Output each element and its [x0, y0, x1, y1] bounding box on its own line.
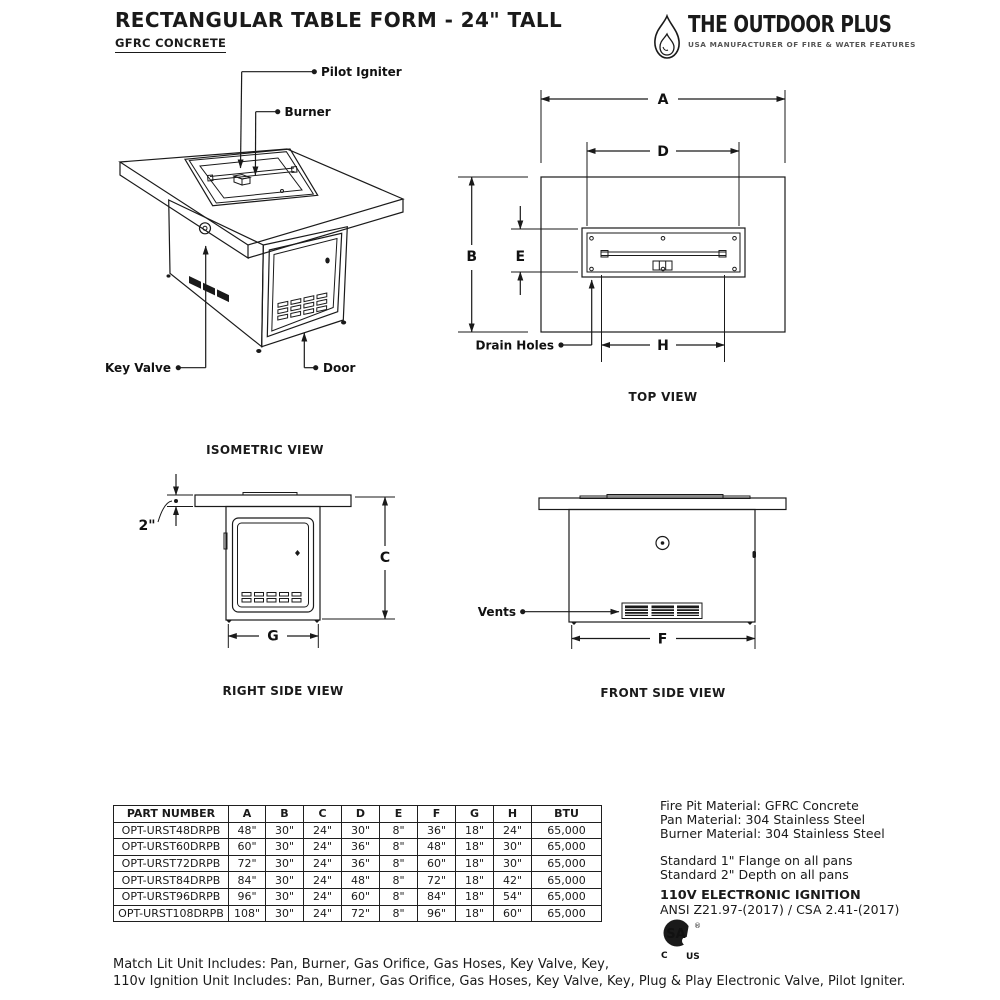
brand-logo — [650, 14, 942, 62]
front-side-view-caption: FRONT SIDE VIEW — [600, 686, 726, 700]
table-cell: 30" — [266, 905, 304, 922]
spec-line: Fire Pit Material: GFRC Concrete — [660, 798, 859, 813]
front-side-view-drawing — [460, 460, 870, 660]
logo-text — [688, 14, 942, 49]
table-cell: 60" — [418, 855, 456, 872]
top-view-drawing — [450, 80, 880, 380]
right-side-view-drawing — [120, 460, 410, 660]
key-valve-label: Key Valve — [104, 361, 171, 375]
drain-holes-callout — [476, 280, 592, 353]
table-outline — [541, 177, 785, 332]
column-header: F — [418, 806, 456, 823]
table-cell: 30" — [266, 839, 304, 856]
table-cell: 8" — [380, 855, 418, 872]
csa-certification-icon — [658, 916, 710, 962]
table-cell: 65,000 — [532, 822, 602, 839]
table-cell: 48" — [342, 872, 380, 889]
igniter-box — [653, 261, 672, 270]
table-cell: 18" — [456, 872, 494, 889]
table-cell: 8" — [380, 905, 418, 922]
table-cell: 30" — [266, 888, 304, 905]
title-block — [115, 8, 562, 53]
table-cell: 8" — [380, 888, 418, 905]
dim-c-label: C — [379, 550, 391, 566]
logo-tagline: USA MANUFACTURER OF FIRE & WATER FEATURES — [688, 40, 916, 49]
dim-h-label: H — [657, 338, 669, 354]
table-cell: 18" — [456, 855, 494, 872]
side-vent-slots — [189, 276, 229, 302]
column-header: PART NUMBER — [114, 806, 229, 823]
spec-line: Pan Material: 304 Stainless Steel — [660, 812, 866, 827]
dim-f-label: F — [657, 631, 668, 648]
column-header: BTU — [532, 806, 602, 823]
ignition-includes-line: 110v Ignition Unit Includes: Pan, Burner, Gas Orifice, Gas Hoses, Key Valve, Key, Plug & Play Electronic Valve, Pilot Igniter. — [113, 973, 906, 989]
foot — [747, 622, 753, 625]
footer-notes — [113, 957, 905, 990]
isometric-view-drawing — [100, 60, 450, 390]
column-header: G — [456, 806, 494, 823]
table-cell: 60" — [494, 905, 532, 922]
table-cell: 72" — [229, 855, 266, 872]
spec-line: Standard 1" Flange on all pans — [660, 853, 853, 868]
table-cell: 8" — [380, 872, 418, 889]
vents-label: Vents — [477, 605, 516, 619]
table-row — [114, 872, 602, 889]
table-cell: 18" — [456, 839, 494, 856]
table-cell: 30" — [494, 839, 532, 856]
table-row — [114, 855, 602, 872]
spec-table — [113, 805, 602, 922]
callouts — [105, 65, 402, 375]
tabletop-outline — [120, 149, 403, 258]
table-cell: 18" — [456, 822, 494, 839]
table-cell: 24" — [304, 888, 342, 905]
table-cell: 18" — [456, 888, 494, 905]
spec-line: Standard 2" Depth on all pans — [660, 867, 849, 882]
table-cell: 60" — [229, 839, 266, 856]
pan-opening — [185, 149, 318, 206]
dimension-thickness — [138, 474, 193, 534]
burner-label: Burner — [284, 105, 331, 119]
table-cell: 60" — [342, 888, 380, 905]
vent-slots — [242, 593, 301, 603]
standards-list — [660, 854, 899, 882]
column-header: A — [229, 806, 266, 823]
dimension-c — [322, 497, 395, 619]
table-cell: 24" — [304, 905, 342, 922]
door-label: Door — [323, 361, 356, 375]
table-cell: 24" — [494, 822, 532, 839]
table-cell: 72" — [418, 872, 456, 889]
table-cell: 24" — [304, 822, 342, 839]
materials-list — [660, 799, 899, 841]
svg-text:SA: SA — [666, 927, 686, 942]
table-cell: 84" — [229, 872, 266, 889]
dim-a-label: A — [657, 92, 669, 108]
table-cell: 30" — [266, 855, 304, 872]
certification-line: ANSI Z21.97-(2017) / CSA 2.41-(2017) — [660, 902, 900, 917]
table-cell: 24" — [304, 855, 342, 872]
igniter-box — [234, 175, 250, 186]
ignition-heading: 110V ELECTRONIC IGNITION — [660, 888, 861, 903]
table-cell: 96" — [418, 905, 456, 922]
feet — [167, 274, 347, 353]
dim-thickness-label: 2" — [138, 518, 156, 534]
table-cell: 96" — [229, 888, 266, 905]
table-cell: 48" — [418, 839, 456, 856]
table-cell: OPT-URST60DRPB — [114, 839, 229, 856]
specs-block — [660, 799, 899, 917]
table-cell: OPT-URST72DRPB — [114, 855, 229, 872]
door-handle — [325, 258, 329, 264]
dim-d-label: D — [657, 144, 669, 160]
spec-line: Burner Material: 304 Stainless Steel — [660, 826, 885, 841]
table-cell: 72" — [342, 905, 380, 922]
dimension-h — [602, 275, 725, 362]
svg-text:US: US — [686, 952, 700, 962]
table-cell: 24" — [304, 839, 342, 856]
table-cell: 65,000 — [532, 905, 602, 922]
keyhole — [295, 550, 300, 556]
foot — [226, 620, 232, 623]
door-handle — [753, 551, 757, 558]
table-cell: 65,000 — [532, 839, 602, 856]
table-cell: 8" — [380, 839, 418, 856]
table-row — [114, 839, 602, 856]
top-view-caption: TOP VIEW — [628, 390, 698, 404]
table-cell: 65,000 — [532, 872, 602, 889]
table-cell: 36" — [342, 839, 380, 856]
vent-grille — [622, 603, 702, 619]
table-row — [114, 822, 602, 839]
dimension-g — [228, 624, 318, 648]
table-cell: OPT-URST108DRPB — [114, 905, 229, 922]
isometric-view-caption: ISOMETRIC VIEW — [206, 443, 324, 457]
door-vent-slots — [278, 293, 327, 320]
table-outline — [539, 495, 786, 626]
table-cell: OPT-URST48DRPB — [114, 822, 229, 839]
table-cell: 42" — [494, 872, 532, 889]
svg-text:®: ® — [694, 922, 701, 930]
table-cell: 36" — [418, 822, 456, 839]
dimension-f — [572, 625, 755, 649]
svg-text:C: C — [661, 951, 668, 961]
column-header: C — [304, 806, 342, 823]
flame-icon — [650, 14, 684, 62]
table-row — [114, 905, 602, 922]
drain-holes-label: Drain Holes — [475, 338, 554, 353]
pan-outline — [582, 228, 745, 277]
table-cell: 30" — [266, 872, 304, 889]
column-header: D — [342, 806, 380, 823]
table-cell: OPT-URST96DRPB — [114, 888, 229, 905]
table-cell: OPT-URST84DRPB — [114, 872, 229, 889]
table-cell: 54" — [494, 888, 532, 905]
column-header: H — [494, 806, 532, 823]
table-cell: 24" — [304, 872, 342, 889]
column-header: B — [266, 806, 304, 823]
table-cell: 30" — [266, 822, 304, 839]
table-cell: 65,000 — [532, 855, 602, 872]
match-lit-includes-line: Match Lit Unit Includes: Pan, Burner, Gas Orifice, Gas Hoses, Key Valve, Key, — [113, 957, 609, 972]
column-header: E — [380, 806, 418, 823]
dimension-e — [511, 206, 578, 295]
table-header-row — [114, 806, 602, 823]
table-cell: 48" — [229, 822, 266, 839]
table-cell: 30" — [342, 822, 380, 839]
table-cell: 84" — [418, 888, 456, 905]
table-cell: 65,000 — [532, 888, 602, 905]
table-row — [114, 888, 602, 905]
table-cell: 8" — [380, 822, 418, 839]
dimension-d — [587, 142, 739, 226]
vents-callout — [478, 605, 619, 619]
table-cell: 30" — [494, 855, 532, 872]
dim-e-label: E — [515, 249, 526, 265]
page-title: RECTANGULAR TABLE FORM - 24" TALL — [115, 8, 563, 32]
table-cell: 18" — [456, 905, 494, 922]
pilot-igniter-label: Pilot Igniter — [321, 65, 402, 79]
logo-name: THE OUTDOOR PLUS — [688, 12, 892, 38]
dim-b-label: B — [466, 249, 478, 265]
page-subtitle: GFRC CONCRETE — [115, 36, 226, 53]
foot — [314, 620, 320, 623]
table-outline — [195, 493, 351, 624]
table-cell: 36" — [342, 855, 380, 872]
foot — [571, 622, 577, 625]
dim-g-label: G — [267, 628, 279, 645]
right-side-view-caption: RIGHT SIDE VIEW — [222, 684, 344, 698]
table-cell: 108" — [229, 905, 266, 922]
